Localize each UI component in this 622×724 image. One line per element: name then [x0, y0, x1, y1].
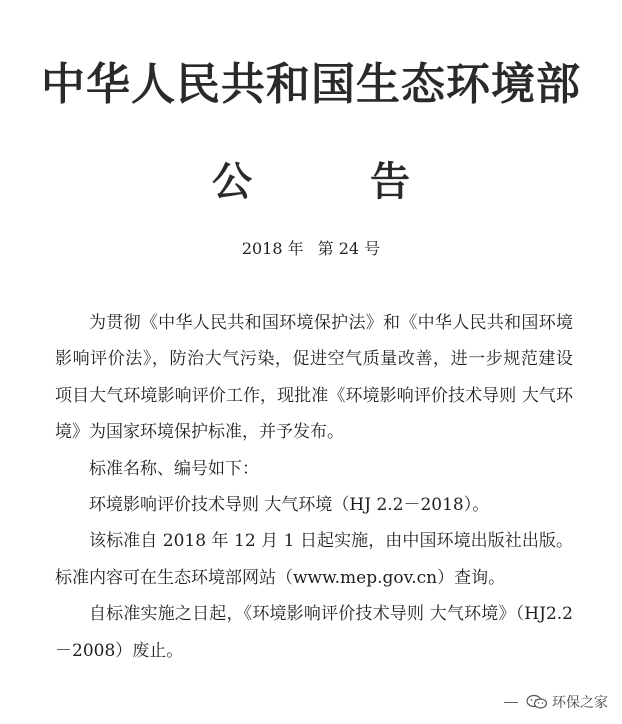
paragraph-standard-label: 标准名称、编号如下：: [89, 458, 259, 479]
document-number: [0, 236, 622, 259]
doc-year: 2018 年: [241, 239, 304, 258]
doc-number-value: 第 24 号: [317, 239, 381, 258]
organization-title: 中华人民共和国生态环境部: [41, 59, 581, 110]
paragraph-effective-date: 该标准自 2018 年 12 月 1 日起实施，由中国环境出版社出版。标准内容可在生态环境部网站（www.mep.gov.cn）查询。: [55, 531, 573, 588]
watermark-dash: [504, 702, 518, 703]
document-body: [55, 305, 573, 669]
doc-type-char-right: 告: [370, 158, 410, 205]
paragraph-repeal: 自标准实施之日起，《环境影响评价技术导则 大气环境》（HJ2.2－2008）废止。: [55, 604, 573, 661]
watermark: [504, 692, 608, 712]
paragraph-standard-name: 环境影响评价技术导则 大气环境（HJ 2.2－2018）。: [89, 495, 490, 516]
document-type-title: [0, 150, 622, 207]
wechat-icon: [526, 694, 548, 710]
doc-type-char-left: 公: [212, 158, 252, 205]
watermark-text: 环保之家: [552, 695, 608, 711]
paragraph-intro: 为贯彻《中华人民共和国环境保护法》和《中华人民共和国环境影响评价法》，防治大气污染，促进空气质量改善，进一步规范建设项目大气环境影响评价工作，现批准《环境影响评价技术导则 大气环境》为国家环境保护标准，并予发布。: [55, 313, 573, 443]
